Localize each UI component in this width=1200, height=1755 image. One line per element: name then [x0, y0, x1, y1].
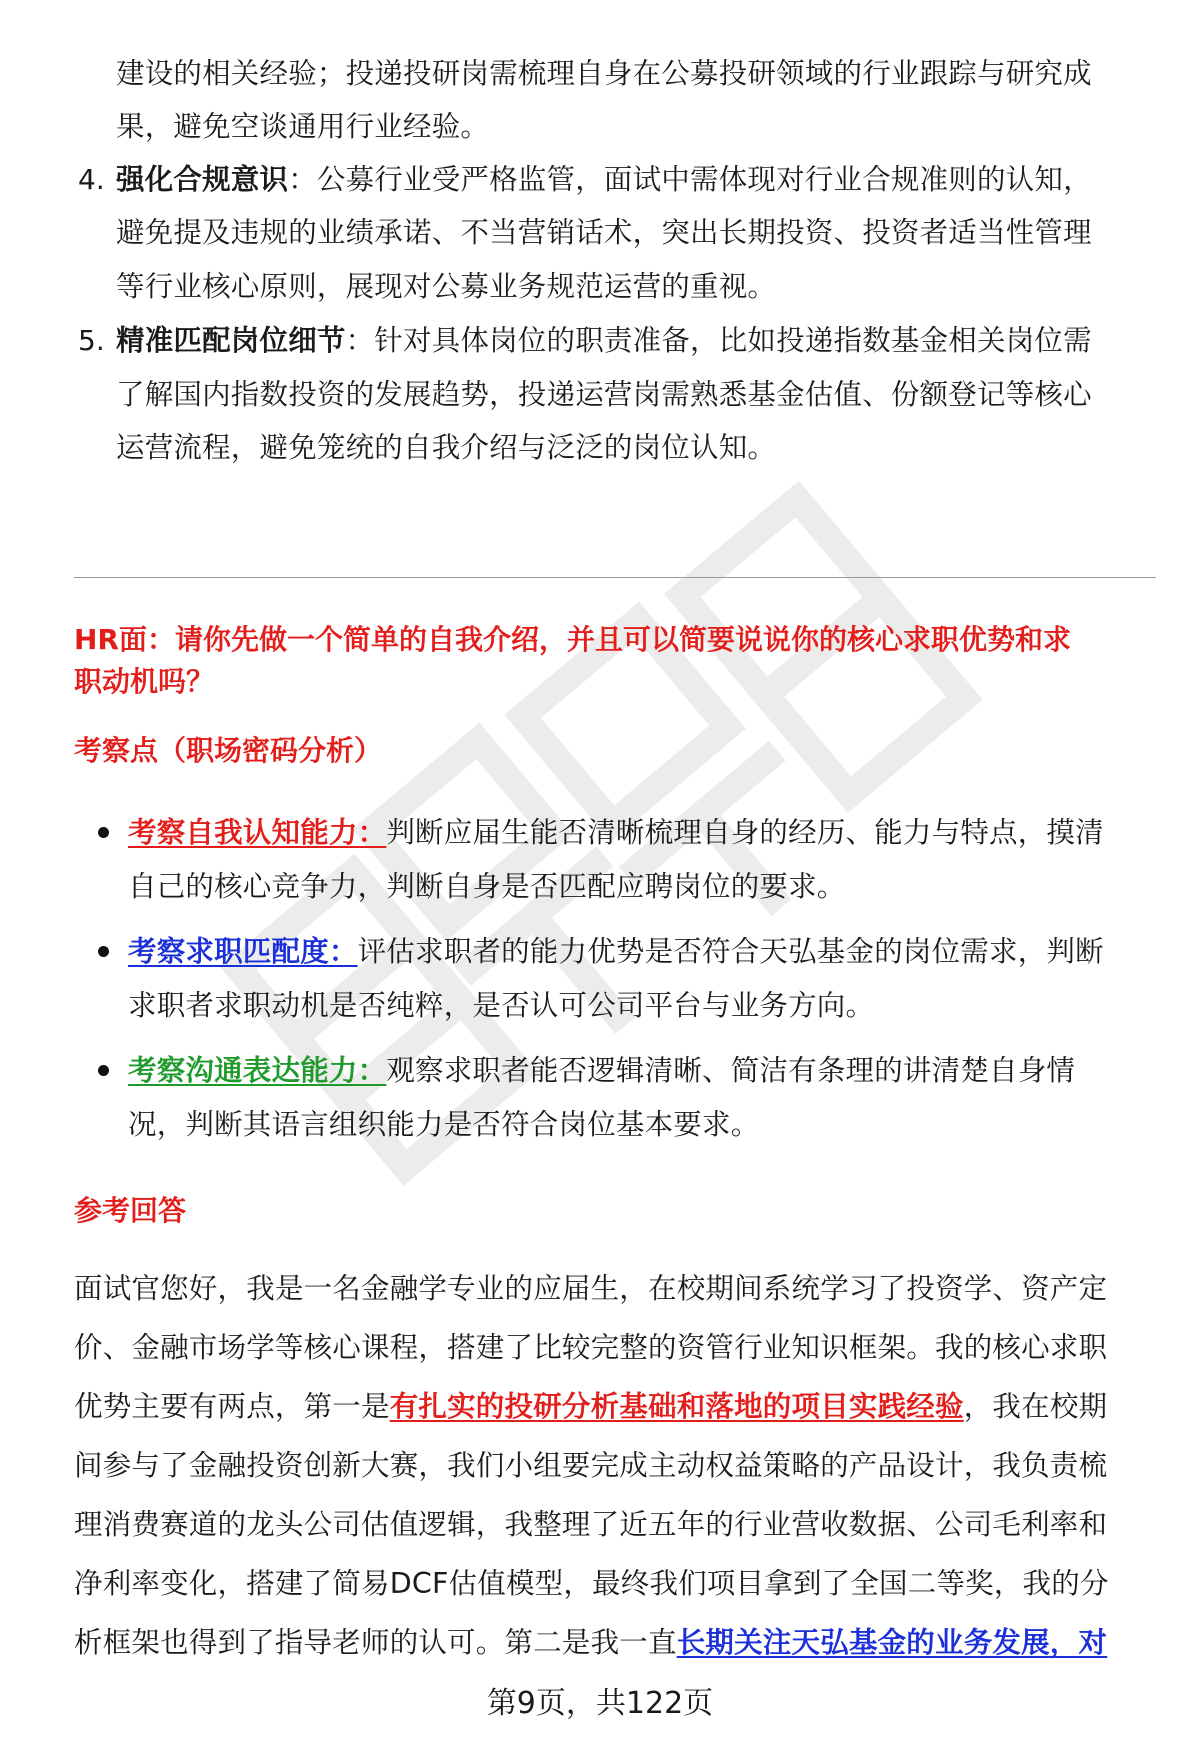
question-line1: HR面：请你先做一个简单的自我介绍，并且可以简要说说你的核心求职优势和求 [74, 623, 1071, 656]
item5-number: 5. [78, 324, 105, 357]
item4-line3: 等行业核心原则，展现对公募业务规范运营的重视。 [116, 270, 777, 303]
answer-highlight-blue: 长期关注天弘基金的业务发展，对 [676, 1626, 1108, 1659]
item4-line1 [116, 150, 1092, 210]
answer-line6: 净利率变化，搭建了简易DCF估值模型，最终我们项目拿到了全国二等奖，我的分 [74, 1567, 1109, 1600]
point-3-text: 观察求职者能否逻辑清晰、简洁有条理的讲清楚自身情 [386, 1054, 1076, 1087]
answer-highlight-red: 有扎实的投研分析基础和落地的项目实践经验 [389, 1390, 964, 1423]
point-3-line2: 况，判断其语言组织能力是否符合岗位基本要求。 [128, 1108, 760, 1141]
answer-line2: 价、金融市场学等核心课程，搭建了比较完整的资管行业知识框架。我的核心求职 [74, 1331, 1108, 1364]
item4-line2: 避免提及违规的业绩承诺、不当营销话术，突出长期投资、投资者适当性管理 [116, 216, 1092, 249]
answer-heading: 参考回答 [74, 1194, 187, 1227]
point-2-text: 评估求职者的能力优势是否符合天弘基金的岗位需求，判断 [357, 935, 1104, 968]
point-2-line2: 求职者求职动机是否纯粹，是否认可公司平台与业务方向。 [128, 989, 875, 1022]
answer-line4: 间参与了金融投资创新大赛，我们小组要完成主动权益策略的产品设计，我负责梳 [74, 1449, 1108, 1482]
bullet-dot [98, 946, 109, 957]
page-footer: 第9页，共122页 [486, 1686, 714, 1721]
point-2-line1 [128, 922, 1104, 982]
point-1-label: 考察自我认知能力： [128, 816, 387, 849]
answer-line5: 理消费赛道的龙头公司估值逻辑，我整理了近五年的行业营收数据、公司毛利率和 [74, 1508, 1108, 1541]
item4-line1-text: ：公募行业受严格监管，面试中需体现对行业合规准则的认知， [288, 163, 1092, 196]
item5-line2: 了解国内指数投资的发展趋势，投递运营岗需熟悉基金估值、份额登记等核心 [116, 378, 1092, 411]
item5-line3: 运营流程，避免笼统的自我介绍与泛泛的岗位认知。 [116, 431, 777, 464]
item5-title: 精准匹配岗位细节 [116, 324, 346, 357]
point-3-label: 考察沟通表达能力： [128, 1054, 387, 1087]
section-divider [74, 577, 1156, 578]
answer-line3-a: 优势主要有两点，第一是 [74, 1390, 390, 1423]
bullet-dot [98, 827, 109, 838]
point-3-line1 [128, 1041, 1075, 1101]
answer-line7-a: 析框架也得到了指导老师的认可。第二是我一直 [74, 1626, 677, 1659]
item3-tail-line1: 建设的相关经验；投递投研岗需梳理自身在公募投研领域的行业跟踪与研究成 [116, 57, 1092, 90]
item5-line1 [116, 311, 1092, 371]
points-heading: 考察点（职场密码分析） [74, 734, 383, 767]
bullet-dot [98, 1065, 109, 1076]
point-1-text: 判断应届生能否清晰梳理自身的经历、能力与特点，摸清 [386, 816, 1104, 849]
answer-line3 [74, 1377, 1107, 1437]
point-2-label: 考察求职匹配度： [128, 935, 358, 968]
item5-line1-text: ：针对具体岗位的职责准备，比如投递指数基金相关岗位需 [345, 324, 1092, 357]
point-1-line2: 自己的核心竞争力，判断自身是否匹配应聘岗位的要求。 [128, 870, 846, 903]
item3-tail-line2: 果，避免空谈通用行业经验。 [116, 110, 490, 143]
answer-line3-b: ，我在校期 [963, 1390, 1108, 1423]
point-1-line1 [128, 803, 1104, 863]
answer-line1: 面试官您好，我是一名金融学专业的应届生，在校期间系统学习了投资学、资产定 [74, 1272, 1108, 1305]
answer-line7 [74, 1613, 1107, 1673]
item4-number: 4. [78, 163, 105, 196]
question-line2: 职动机吗？ [74, 665, 215, 698]
item4-title: 强化合规意识 [116, 163, 289, 196]
